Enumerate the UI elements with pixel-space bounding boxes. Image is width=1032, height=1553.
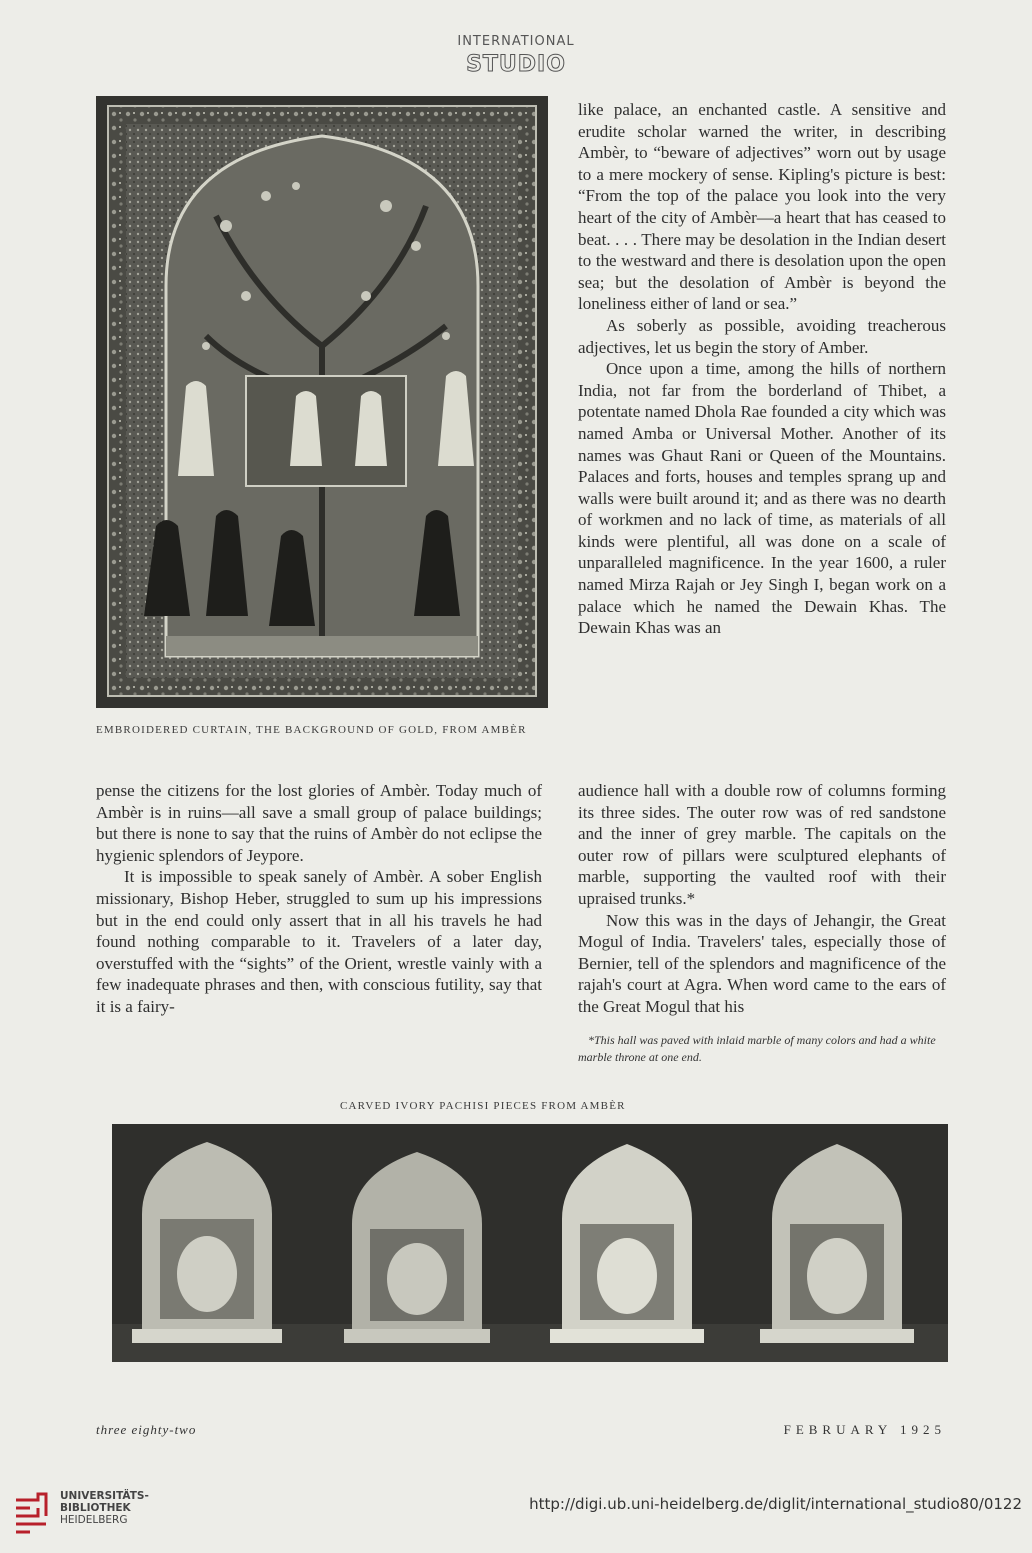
library-name-line: UNIVERSITÄTS- bbox=[60, 1490, 149, 1502]
paragraph: audience hall with a double row of columns forming its three sides. The outer row was of red sandstone and the inner of grey marble. The capitals on the outer row of pillars were sculptured elephants of marble, supporting the vaulted roof with their upraised trunks.* bbox=[578, 781, 946, 908]
paragraph: It is impossible to speak sanely of Ambèr. A sober English missionary, Bishop Heber, struggled to sum up his impressions but in the end could only assert that in all his travels he had found nothing comparable to it. Travelers of a later day, overstuffed with the “sights” of the Orient, wrestle vainly with a few inadequate phrases and then, with conscious futility, say that it is a fairy- bbox=[96, 867, 542, 1016]
curtain-illustration bbox=[96, 96, 548, 708]
ivory-pachisi-pieces-image bbox=[112, 1124, 948, 1362]
pachisi-illustration bbox=[112, 1124, 948, 1362]
masthead-international: INTERNATIONAL bbox=[457, 34, 575, 49]
library-logo[interactable] bbox=[12, 1490, 312, 1538]
article-left-column bbox=[96, 780, 542, 1018]
paragraph: Now this was in the days of Jehangir, the Great Mogul of India. Travelers' tales, especially those of Bernier, tell of the splendors and magnificence of the rajah's court at Agra. When word came to the ears of the Great Mogul that his bbox=[578, 910, 946, 1016]
library-name bbox=[60, 1490, 149, 1526]
library-name-line: BIBLIOTHEK bbox=[60, 1502, 131, 1514]
pachisi-caption: CARVED IVORY PACHISI PIECES FROM AMBÈR bbox=[340, 1100, 626, 1112]
paragraph: like palace, an enchanted castle. A sensitive and erudite scholar warned the writer, in describing Ambèr, to “beware of adjectives” worn out by usage to a mere mockery of sense. Kipling's picture is best: “From the top of the palace you look into the very heart of the city of Ambèr—a heart that has ceased to beat. . . . There may be desolation in the Indian desert to the westward and there is desolation upon the open sea; but the desolation of Ambèr is beyond the loneliness either of land or sea.” bbox=[578, 100, 946, 314]
footnote: *This hall was paved with inlaid marble of many colors and had a white marble throne at one end. bbox=[578, 1033, 936, 1064]
paragraph: Once upon a time, among the hills of northern India, not far from the borderland of Thibet, a potentate named Dhola Rae founded a city which was named Amba or Universal Mother. Another of its names was Ghaut Rani or Queen of the Mountains. Palaces and forts, houses and temples sprang up and walls were built around it; and as there was no dearth of workmen and no lack of time, as materials of all kinds were plentiful, all was done on a scale of unparalleled magnificence. In the year 1600, a ruler named Mirza Rajah or Jey Singh I, began work on a palace which he named the Dewain Khas. The Dewain Khas was an bbox=[578, 359, 946, 638]
paragraph: pense the citizens for the lost glories of Ambèr. Today much of Ambèr is in ruins—all save a small group of palace buildings; but there is none to say that the ruins of Ambèr do not eclipse the hygienic splendors of Jeypore. bbox=[96, 781, 542, 865]
source-url-link[interactable]: http://digi.ub.uni-heidelberg.de/diglit/international_studio80/0122 bbox=[529, 1495, 1022, 1513]
article-right-column-bottom bbox=[578, 780, 946, 1018]
paragraph: As soberly as possible, avoiding treacherous adjectives, let us begin the story of Amber. bbox=[578, 315, 946, 357]
library-emblem-icon bbox=[12, 1490, 50, 1538]
page-number: three eighty-two bbox=[96, 1422, 197, 1437]
masthead-studio: STUDIO bbox=[466, 52, 566, 77]
issue-date: FEBRUARY 1925 bbox=[783, 1422, 946, 1437]
library-name-line: HEIDELBERG bbox=[60, 1514, 128, 1526]
embroidered-curtain-image bbox=[96, 96, 548, 708]
curtain-caption: EMBROIDERED CURTAIN, THE BACKGROUND OF GOLD, FROM AMBÈR bbox=[96, 724, 527, 736]
article-right-column-top bbox=[578, 99, 946, 639]
